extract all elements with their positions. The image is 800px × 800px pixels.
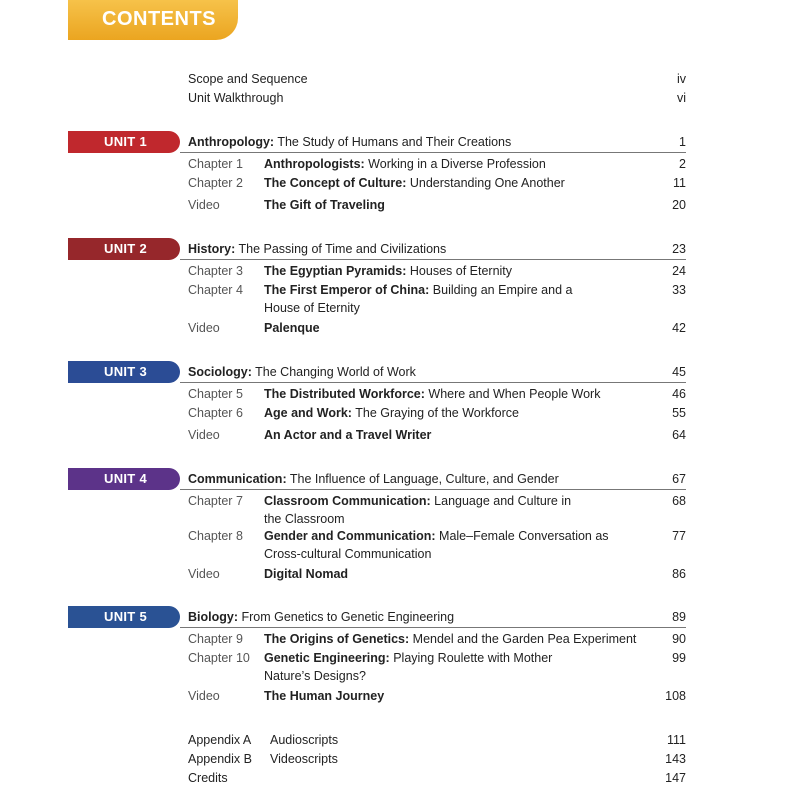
toc-page-number: 108 — [665, 689, 686, 703]
chapter-title: The Distributed Workforce: — [264, 387, 425, 401]
chapter-title: The Concept of Culture: — [264, 176, 407, 190]
chapter-3-entry[interactable] — [0, 262, 800, 282]
chapter-label: Chapter 5 — [188, 387, 243, 401]
chapter-label: Chapter 6 — [188, 406, 243, 420]
chapter-title: The Egyptian Pyramids: — [264, 264, 407, 278]
chapter-subtitle: Building an Empire and a — [432, 283, 573, 297]
toc-page-number: vi — [676, 91, 686, 105]
unit-label: UNIT 1 — [104, 134, 147, 149]
chapter-title: Genetic Engineering: — [264, 651, 390, 665]
appendix-b-entry[interactable] — [0, 750, 800, 770]
chapter-label: Chapter 4 — [188, 283, 243, 297]
toc-page-number: 147 — [665, 771, 686, 785]
chapter-subtitle: Playing Roulette with Mother — [393, 651, 553, 665]
chapter-subtitle: Mendel and the Garden Pea Experiment — [412, 632, 637, 646]
credits-entry[interactable] — [0, 769, 800, 789]
chapter-2-entry[interactable] — [0, 174, 800, 194]
unit-subtitle: From Genetics to Genetic Engineering — [241, 610, 455, 624]
video-label: Video — [188, 428, 220, 442]
toc-page-number: 68 — [672, 494, 686, 508]
unit-label: UNIT 2 — [104, 241, 147, 256]
video-title: Digital Nomad — [264, 567, 349, 581]
contents-title: CONTENTS — [102, 8, 216, 30]
video-1-entry[interactable] — [0, 196, 800, 216]
unit-subject: Biology: — [188, 610, 238, 624]
chapter-label: Chapter 3 — [188, 264, 243, 278]
chapter-title: Classroom Communication: — [264, 494, 431, 508]
video-4-entry[interactable] — [0, 565, 800, 585]
video-title: Palenque — [264, 321, 320, 335]
unit-label: UNIT 4 — [104, 471, 147, 486]
toc-page-number: 45 — [672, 365, 686, 379]
video-label: Video — [188, 689, 220, 703]
toc-page-number: 143 — [665, 752, 686, 766]
unit-4-heading[interactable] — [0, 470, 800, 490]
chapter-title: The Origins of Genetics: — [264, 632, 410, 646]
chapter-label: Chapter 7 — [188, 494, 243, 508]
unit-label: UNIT 5 — [104, 609, 147, 624]
video-label: Video — [188, 198, 220, 212]
video-5-entry[interactable] — [0, 687, 800, 707]
toc-page-number: 64 — [672, 428, 686, 442]
chapter-9-entry[interactable] — [0, 630, 800, 650]
toc-page-number: 86 — [672, 567, 686, 581]
toc-page-number: 111 — [666, 733, 686, 747]
video-2-entry[interactable] — [0, 319, 800, 339]
toc-page-number: 77 — [672, 529, 686, 543]
toc-page-number: 67 — [672, 472, 686, 486]
chapter-title: The First Emperor of China: — [264, 283, 430, 297]
toc-page-number: 99 — [672, 651, 686, 665]
unit-subtitle: The Passing of Time and Civilizations — [238, 242, 447, 256]
unit-subtitle: The Changing World of Work — [255, 365, 416, 379]
chapter-subtitle-continued: the Classroom — [264, 512, 345, 526]
unit-label: UNIT 3 — [104, 364, 147, 379]
chapter-subtitle: The Graying of the Workforce — [355, 406, 519, 420]
chapter-subtitle: Language and Culture in — [434, 494, 572, 508]
contents-header — [68, 0, 238, 40]
appendix-label: Appendix A — [188, 733, 252, 747]
unit-subtitle: The Influence of Language, Culture, and Gender — [289, 472, 559, 486]
unit-subject: Anthropology: — [188, 135, 275, 149]
chapter-subtitle-continued: Nature’s Designs? — [264, 669, 366, 683]
appendix-a-entry[interactable] — [0, 731, 800, 751]
unit-subject: Sociology: — [188, 365, 252, 379]
chapter-label: Chapter 10 — [188, 651, 250, 665]
toc-entry-title: Scope and Sequence — [188, 72, 308, 86]
video-title: The Gift of Traveling — [264, 198, 385, 212]
chapter-subtitle: Houses of Eternity — [409, 264, 513, 278]
video-title: An Actor and a Travel Writer — [264, 428, 432, 442]
credits-label: Credits — [188, 771, 228, 785]
toc-page-number: 55 — [672, 406, 686, 420]
chapter-title: Age and Work: — [264, 406, 352, 420]
toc-page-number: 20 — [672, 198, 686, 212]
unit-subject: History: — [188, 242, 236, 256]
video-title: The Human Journey — [264, 689, 385, 703]
video-label: Video — [188, 321, 220, 335]
unit-subtitle: The Study of Humans and Their Creations — [277, 135, 512, 149]
chapter-subtitle-continued: Cross-cultural Communication — [264, 547, 432, 561]
unit-2-heading[interactable] — [0, 240, 800, 260]
chapter-label: Chapter 1 — [188, 157, 243, 171]
chapter-subtitle: Where and When People Work — [428, 387, 601, 401]
toc-page-number: 33 — [672, 283, 686, 297]
chapter-1-entry[interactable] — [0, 155, 800, 175]
unit-subject: Communication: — [188, 472, 287, 486]
unit-1-heading[interactable] — [0, 133, 800, 153]
toc-page-number: 90 — [672, 632, 686, 646]
appendix-label: Appendix B — [188, 752, 252, 766]
chapter-5-entry[interactable] — [0, 385, 800, 405]
toc-entry-scope[interactable] — [0, 70, 800, 90]
chapter-8-entry[interactable] — [0, 527, 800, 563]
chapter-title: Anthropologists: — [264, 157, 365, 171]
video-label: Video — [188, 567, 220, 581]
appendix-title: Audioscripts — [270, 733, 339, 747]
toc-page-number: 24 — [672, 264, 686, 278]
chapter-10-entry[interactable] — [0, 649, 800, 685]
video-3-entry[interactable] — [0, 426, 800, 446]
appendix-title: Videoscripts — [270, 752, 338, 766]
toc-page-number: 42 — [672, 321, 686, 335]
toc-page-number: iv — [676, 72, 686, 86]
toc-page-number: 89 — [672, 610, 686, 624]
unit-5-heading[interactable] — [0, 608, 800, 628]
toc-page-number: 23 — [672, 242, 686, 256]
toc-page-number: 2 — [679, 157, 686, 171]
chapter-6-entry[interactable] — [0, 404, 800, 424]
chapter-subtitle: Male–Female Conversation as — [439, 529, 609, 543]
chapter-subtitle-continued: House of Eternity — [264, 301, 360, 315]
chapter-subtitle: Understanding One Another — [409, 176, 565, 190]
chapter-subtitle: Working in a Diverse Profession — [368, 157, 546, 171]
chapter-title: Gender and Communication: — [264, 529, 436, 543]
toc-page-number: 11 — [673, 176, 686, 190]
toc-page-number: 1 — [679, 135, 686, 149]
toc-page-number: 46 — [672, 387, 686, 401]
chapter-label: Chapter 2 — [188, 176, 243, 190]
chapter-4-entry[interactable] — [0, 281, 800, 317]
chapter-7-entry[interactable] — [0, 492, 800, 528]
toc-entry-walkthrough[interactable] — [0, 89, 800, 109]
toc-entry-title: Unit Walkthrough — [188, 91, 284, 105]
chapter-label: Chapter 8 — [188, 529, 243, 543]
unit-3-heading[interactable] — [0, 363, 800, 383]
chapter-label: Chapter 9 — [188, 632, 243, 646]
